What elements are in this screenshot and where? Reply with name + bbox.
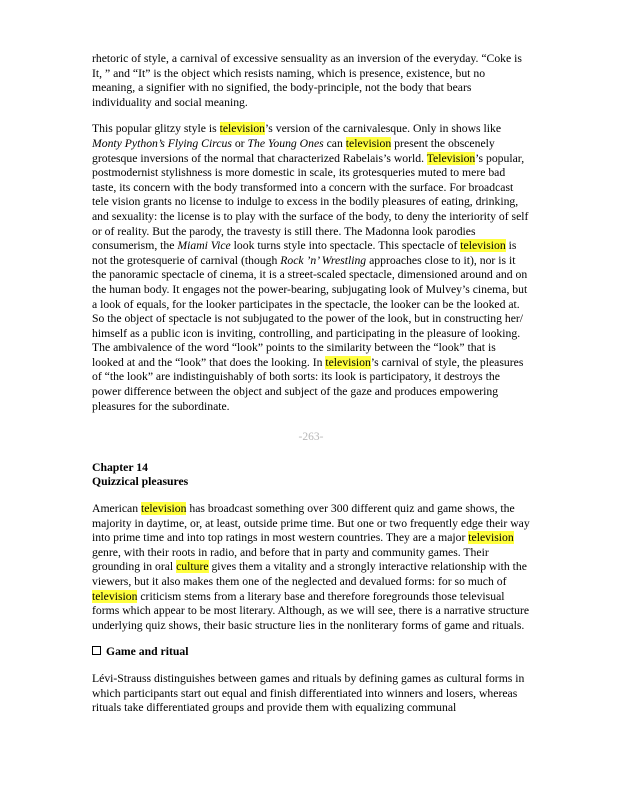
highlighted-term[interactable]: Television [426, 151, 476, 165]
highlighted-term[interactable]: culture [176, 560, 209, 574]
text-span: This popular glitzy style is [92, 122, 220, 136]
highlighted-term[interactable]: television [219, 122, 266, 136]
section-heading-text: Game and ritual [106, 645, 189, 659]
text-span: approaches close to it), nor is it the panoramic spectacle of cinema, it is a street-scaled spectacle, dimensioned around and on the human body. It engages not the power-bearing, subjugating look of Mulvey’s cinema, but a look of equals, for the looker participates in the spectacle, the looker can be the looked at. So the object of spectacle is not subjugated to the power of the look, but in constructing her/ himself as a public icon is inviting, controlling, and participating in the pleasure of looking. The ambivalence of the word “look” points to the similarity between the “look” that is looked at and the “look” that does the looking. In [92, 253, 528, 369]
paragraph-quiz-shows [92, 502, 530, 633]
highlighted-term[interactable]: television [468, 531, 514, 545]
italic-title: Monty Python’s Flying Circus [92, 136, 232, 150]
text-span: is not the grotesquerie of carnival (though [92, 239, 517, 267]
text-span: or [231, 136, 248, 150]
text-span: ’s popular, postmodernist stylishness is more domestic in scale, its grotesqueries muted to mere bad taste, its concern with the body transformed into a concern with the surface. For broadcast tele vision grants no license to indulge to excess in the bodily pleasures of eating, drinking, and sexuality: the license is to play with the surface of the body, to deny the interiority of self or of reality. But the parody, the travesty is still there. The Madonna look parodies consumerism, the [92, 151, 529, 253]
highlighted-term[interactable]: television [92, 589, 138, 603]
page-number: -263- [298, 431, 324, 444]
italic-title: Rock ’n’ Wrestling [280, 253, 367, 267]
paragraph-carnival-rhetoric: rhetoric of style, a carnival of excessive sensuality as an inversion of the everyday. “Coke is It, ” and “It” is the object which resists naming, which is presence, existence, but no meaning, a signifier with no signified, the body-principle, not the body that bears individuality and social meaning. [92, 52, 522, 109]
paragraph-gap [92, 660, 530, 672]
document-page [92, 52, 530, 716]
highlighted-term[interactable]: television [345, 136, 392, 150]
text-span: criticism stems from a literary base and therefore foregrounds those televisual forms which appear to be most literary. Although, as we will see, there is a narrative structure underlying quiz shows, their basic structure lies in the nonliterary forms of game and rituals. [92, 589, 530, 632]
italic-title: The Young Ones [247, 136, 324, 150]
chapter-title: Quizzical pleasures [92, 475, 189, 489]
section-heading [92, 645, 530, 660]
highlighted-term[interactable]: television [141, 502, 187, 516]
text-span: ’s version of the carnivalesque. Only in shows like [265, 122, 502, 136]
square-bullet-icon [92, 646, 101, 655]
text-span: ’s carnival of style, the pleasures of “the look” are indistinguishably of both sorts: its look is participatory, it destroys the power difference between the object and subject of the gaze and produces empowering pleasures for the subordinate. [92, 355, 524, 413]
chapter-label: Chapter 14 [92, 460, 148, 474]
paragraph-gap [92, 110, 530, 122]
text-span: has broadcast something over 300 different quiz and game shows, the majority in daytime, or, at least, outside prime time. But one or two frequently edge their way into prime time and into top ratings in most western countries. They are a major [92, 502, 530, 545]
text-span: can [323, 136, 346, 150]
paragraph-glitzy-style [92, 122, 530, 414]
paragraph-games-rituals: Lévi-Strauss distinguishes between games and rituals by defining games as cultural forms in which participants start out equal and finish differentiated into winners and losers, whereas rituals take differentiated groups and provide them with equalizing communal [92, 671, 525, 715]
highlighted-term[interactable]: television [460, 239, 506, 253]
text-span: present the obscenely grotesque inversions of the normal that characterized Rabelais’s world. [92, 136, 495, 165]
paragraph-gap [92, 490, 530, 502]
text-span: look turns style into spectacle. This spectacle of [230, 239, 461, 253]
text-span: genre, with their roots in radio, and before that in party and community games. Their grounding in oral [92, 545, 489, 574]
text-span: American [92, 502, 141, 516]
text-span: gives them a vitality and a strongly interactive relationship with the viewers, but it also makes them one of the neglected and devalued forms: for so much of [92, 560, 527, 588]
highlighted-term[interactable]: television [325, 355, 371, 369]
paragraph-gap [92, 633, 530, 645]
italic-title: Miami Vice [177, 239, 231, 253]
